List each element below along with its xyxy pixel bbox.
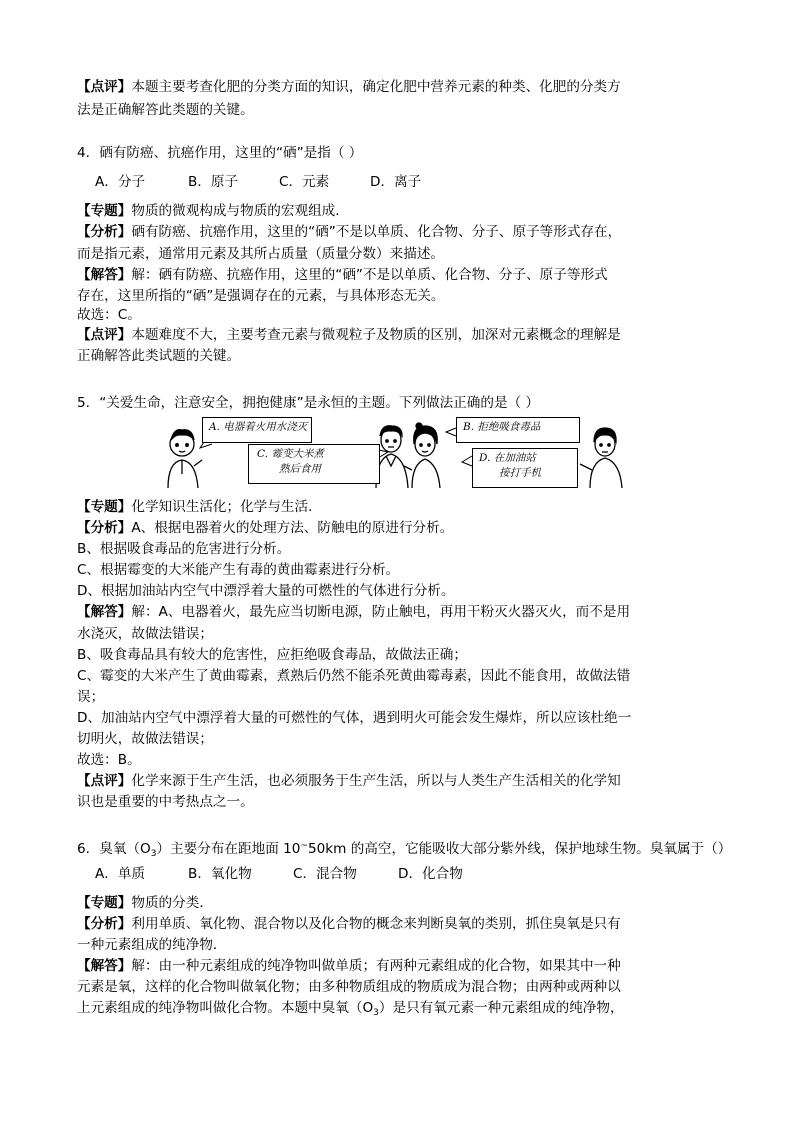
comment-text: 本题主要考查化肥的分类方面的知识，确定化肥中营养元素的种类、化肥的分类方 xyxy=(131,79,621,95)
subscript: 3 xyxy=(150,849,157,859)
q4-comment-line2: 正确解答此类试题的关键。 xyxy=(77,348,241,364)
comment-text: 化学来源于生产生活，也必须服务于生产生活，所以与人类生产生活相关的化学知 xyxy=(131,773,621,789)
comment-tag: 【点评】 xyxy=(77,79,132,95)
superscript: ~ xyxy=(300,841,308,851)
q5-answer-line4: C、霉变的大米产生了黄曲霉素，煮熟后仍然不能杀死黄曲霉毒素，因此不能食用，故做法错 xyxy=(77,668,631,684)
answer-tag: 【解答】 xyxy=(77,604,132,620)
bubble-d-text2: 接打手机 xyxy=(499,467,541,479)
q6-stem xyxy=(77,839,731,861)
analysis-tag: 【分析】 xyxy=(77,224,132,240)
q4-choice: 故选：C。 xyxy=(77,307,141,323)
q4-answer-line2: 存在，这里所指的“硒”是强调存在的元素，与具体形态无关。 xyxy=(77,288,445,304)
q5-answer-line3: B、吸食毒品具有较大的危害性，应拒绝吸食毒品，故做法正确； xyxy=(77,647,467,663)
topic-tag: 【专题】 xyxy=(77,895,132,911)
analysis-text: A、根据电器着火的处理方法、防触电的原进行分析。 xyxy=(131,520,454,536)
q4-analysis-line2: 而是指元素，通常用元素及其所占质量（质量分数）来描述。 xyxy=(77,246,445,262)
stem-part: ）主要分布在距地面 10 xyxy=(156,841,301,857)
answer-text: 解：A、电器着火，最先应当切断电源，防止触电，再用干粉灭火器灭火，而不是用 xyxy=(131,604,631,620)
q5-comment-line2: 识也是重要的中考热点之一。 xyxy=(77,794,254,810)
q5-analysis-line4: D、根据加油站内空气中漂浮着大量的可燃性的气体进行分析。 xyxy=(77,583,455,599)
q4-option-b: B．原子 xyxy=(188,174,239,190)
q5-analysis-line1 xyxy=(77,518,453,538)
speech-bubble-c xyxy=(248,444,380,484)
q5-illustration xyxy=(160,414,630,490)
answer-text: 上元素组成的纯净物叫做化合物。本题中臭氧（O xyxy=(77,1000,374,1016)
q6-analysis-line2: 一种元素组成的纯净物． xyxy=(77,937,227,953)
woman-figure xyxy=(404,423,440,488)
q6-analysis-line1 xyxy=(77,914,621,934)
topic-text: 化学知识生活化；化学与生活． xyxy=(131,499,322,515)
analysis-text: 硒有防癌、抗癌作用，这里的“硒”不是以单质、化合物、分子、原子等形式存在， xyxy=(131,224,622,240)
q3-comment-line2: 法是正确解答此类题的关键。 xyxy=(77,102,254,118)
q4-option-d: D．离子 xyxy=(370,174,422,190)
q6-topic xyxy=(77,893,213,913)
topic-tag: 【专题】 xyxy=(77,499,132,515)
comment-tag: 【点评】 xyxy=(77,327,132,343)
q5-comment-line1 xyxy=(77,771,621,791)
comment-tag: 【点评】 xyxy=(77,773,132,789)
q5-answer-line2: 水浇灭，故做法错误； xyxy=(77,626,213,642)
q5-answer-line7: 切明火，故做法错误； xyxy=(77,731,213,747)
q6-option-a: A．单质 xyxy=(95,866,146,882)
bubble-a-text: A. 电器着火用水浇灭 xyxy=(209,421,308,433)
comment-text: 本题难度不大，主要考查元素与微观粒子及物质的区别，加深对元素概念的理解是 xyxy=(131,327,621,343)
q6-answer-line2: 元素是氧，这样的化合物叫做氧化物；由多种物质组成的物质成为混合物；由两种或两种以 xyxy=(77,979,621,995)
speech-bubble-d xyxy=(472,448,578,488)
q5-answer-line6: D、加油站内空气中漂浮着大量的可燃性的气体，遇到明火可能会发生爆炸，所以应该杜绝一 xyxy=(77,710,632,726)
bubble-tail-d xyxy=(462,456,472,466)
bubble-c-text1: C. 霉变大米煮 xyxy=(257,448,324,460)
q5-answer-line5: 误； xyxy=(77,689,105,705)
q4-stem: 4．硒有防癌、抗癌作用，这里的“硒”是指（ ） xyxy=(77,145,363,161)
q5-stem: 5．“关爱生命，注意安全，拥抱健康”是永恒的主题。下列做法正确的是（ ） xyxy=(77,395,540,411)
topic-text: 物质的微观构成与物质的宏观组成． xyxy=(131,203,349,219)
speech-bubble-b xyxy=(456,417,580,443)
topic-text: 物质的分类． xyxy=(131,895,213,911)
q5-choice: 故选：B。 xyxy=(77,752,141,768)
q6-option-c: C．混合物 xyxy=(293,866,357,882)
bubble-b-text: B. 拒绝吸食毒品 xyxy=(463,421,541,433)
q4-topic xyxy=(77,201,349,221)
q4-option-a: A．分子 xyxy=(95,174,146,190)
answer-text: 解：硒有防癌、抗癌作用，这里的“硒”不是以单质、化合物、分子、原子等形式 xyxy=(131,267,608,283)
man-figure-right xyxy=(580,428,622,488)
q4-option-c: C．元素 xyxy=(279,174,330,190)
q5-answer-line1 xyxy=(77,602,630,622)
q3-comment-line1 xyxy=(77,77,621,97)
q5-topic xyxy=(77,497,322,517)
q6-answer-line3 xyxy=(77,998,624,1020)
q5-analysis-line3: C、根据霉变的大米能产生有毒的黄曲霉素进行分析。 xyxy=(77,562,400,578)
q4-analysis-line1 xyxy=(77,222,621,242)
q6-option-b: B．氧化物 xyxy=(188,866,252,882)
q4-answer-line1 xyxy=(77,265,608,285)
stem-part: 50km 的高空，它能吸收大部分紫外线，保护地球生物。臭氧属于（） xyxy=(307,841,732,857)
answer-tag: 【解答】 xyxy=(77,267,132,283)
analysis-text: 利用单质、氧化物、混合物以及化合物的概念来判断臭氧的类别，抓住臭氧是只有 xyxy=(131,916,621,932)
stem-part: 6．臭氧（O xyxy=(77,841,151,857)
subscript: 3 xyxy=(373,1008,379,1018)
answer-tag: 【解答】 xyxy=(77,958,132,974)
man-figure-left xyxy=(168,430,202,488)
q6-answer-line1 xyxy=(77,956,621,976)
bubble-d-text1: D. 在加油站 xyxy=(479,452,536,464)
q5-analysis-line2: B、根据吸食毒品的危害进行分析。 xyxy=(77,541,291,557)
answer-text: ）是只有氧元素一种元素组成的纯净物， xyxy=(378,1000,624,1016)
analysis-tag: 【分析】 xyxy=(77,520,132,536)
bubble-c-text2: 熟后食用 xyxy=(279,463,321,475)
speech-bubble-a xyxy=(202,417,312,443)
q4-comment-line1 xyxy=(77,325,621,345)
bubble-tail-b xyxy=(446,428,456,436)
q6-option-d: D．化合物 xyxy=(398,866,463,882)
topic-tag: 【专题】 xyxy=(77,203,132,219)
answer-text: 解：由一种元素组成的纯净物叫做单质；有两种元素组成的化合物，如果其中一种 xyxy=(131,958,621,974)
analysis-tag: 【分析】 xyxy=(77,916,132,932)
